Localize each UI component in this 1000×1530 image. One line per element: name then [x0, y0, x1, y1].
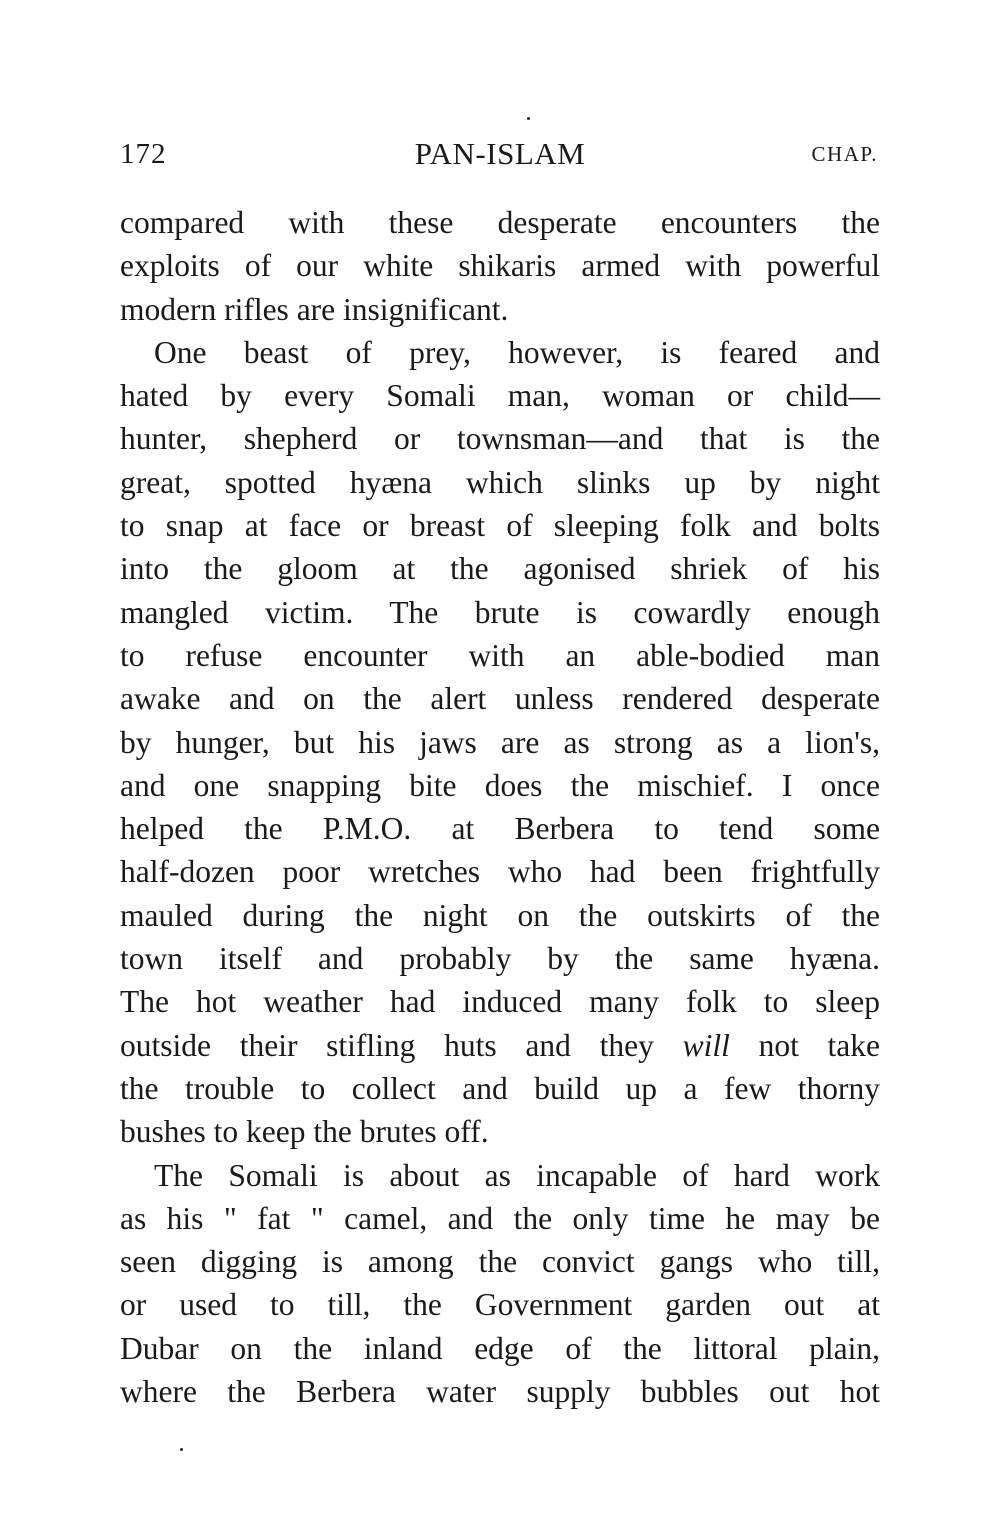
- text-line: hated by every Somali man, woman or child—: [120, 378, 880, 414]
- page-header: [120, 138, 880, 178]
- text-segment: outside their stifling huts and they: [120, 1027, 654, 1063]
- text-line: awake and on the alert unless rendered desperate: [120, 681, 880, 717]
- text-line: The Somali is about as incapable of hard work: [154, 1157, 880, 1193]
- text-line: One beast of prey, however, is feared and: [154, 334, 880, 370]
- text-line: as his " fat " camel, and the only time he may be: [120, 1200, 880, 1236]
- text-line: seen digging is among the convict gangs who till,: [120, 1244, 880, 1280]
- text-line: mauled during the night on the outskirts of the: [120, 897, 880, 933]
- text-line: The hot weather had induced many folk to sleep: [120, 984, 880, 1020]
- text-line: where the Berbera water supply bubbles out hot: [120, 1374, 880, 1410]
- italic-word: will: [682, 1027, 730, 1063]
- text-line: mangled victim. The brute is cowardly enough: [120, 594, 880, 630]
- text-line: town itself and probably by the same hyæna.: [120, 941, 880, 977]
- text-line: the trouble to collect and build up a few thorny: [120, 1070, 880, 1106]
- text-segment: not take: [758, 1027, 881, 1063]
- text-line: helped the P.M.O. at Berbera to tend some: [120, 811, 880, 847]
- text-line: into the gloom at the agonised shriek of his: [120, 551, 880, 587]
- print-speck: [180, 1448, 183, 1451]
- text-line: exploits of our white shikaris armed with powerful: [120, 248, 880, 284]
- text-line: by hunger, but his jaws are as strong as a lion's,: [120, 724, 880, 760]
- text-line: to refuse encounter with an able-bodied man: [120, 637, 880, 673]
- text-line: half-dozen poor wretches who had been frightfully: [120, 854, 880, 890]
- running-head: PAN-ISLAM: [414, 136, 586, 171]
- print-speck: [527, 117, 530, 120]
- text-line: to snap at face or breast of sleeping folk and bolts: [120, 508, 880, 544]
- text-line: compared with these desperate encounters the: [120, 205, 880, 240]
- text-line: [120, 1024, 880, 1067]
- text-line: modern rifles are insignificant.: [120, 291, 509, 327]
- body-text: [120, 201, 880, 1413]
- text-line: great, spotted hyæna which slinks up by night: [120, 464, 880, 500]
- text-line: hunter, shepherd or townsman—and that is the: [120, 421, 880, 457]
- text-line: Dubar on the inland edge of the littoral plain,: [120, 1330, 880, 1366]
- text-line: bushes to keep the brutes off.: [120, 1114, 489, 1150]
- chapter-label: CHAP.: [811, 142, 878, 166]
- text-line: and one snapping bite does the mischief. I once: [120, 767, 880, 803]
- page-number: 172: [120, 138, 167, 170]
- text-line: or used to till, the Government garden out at: [120, 1287, 880, 1323]
